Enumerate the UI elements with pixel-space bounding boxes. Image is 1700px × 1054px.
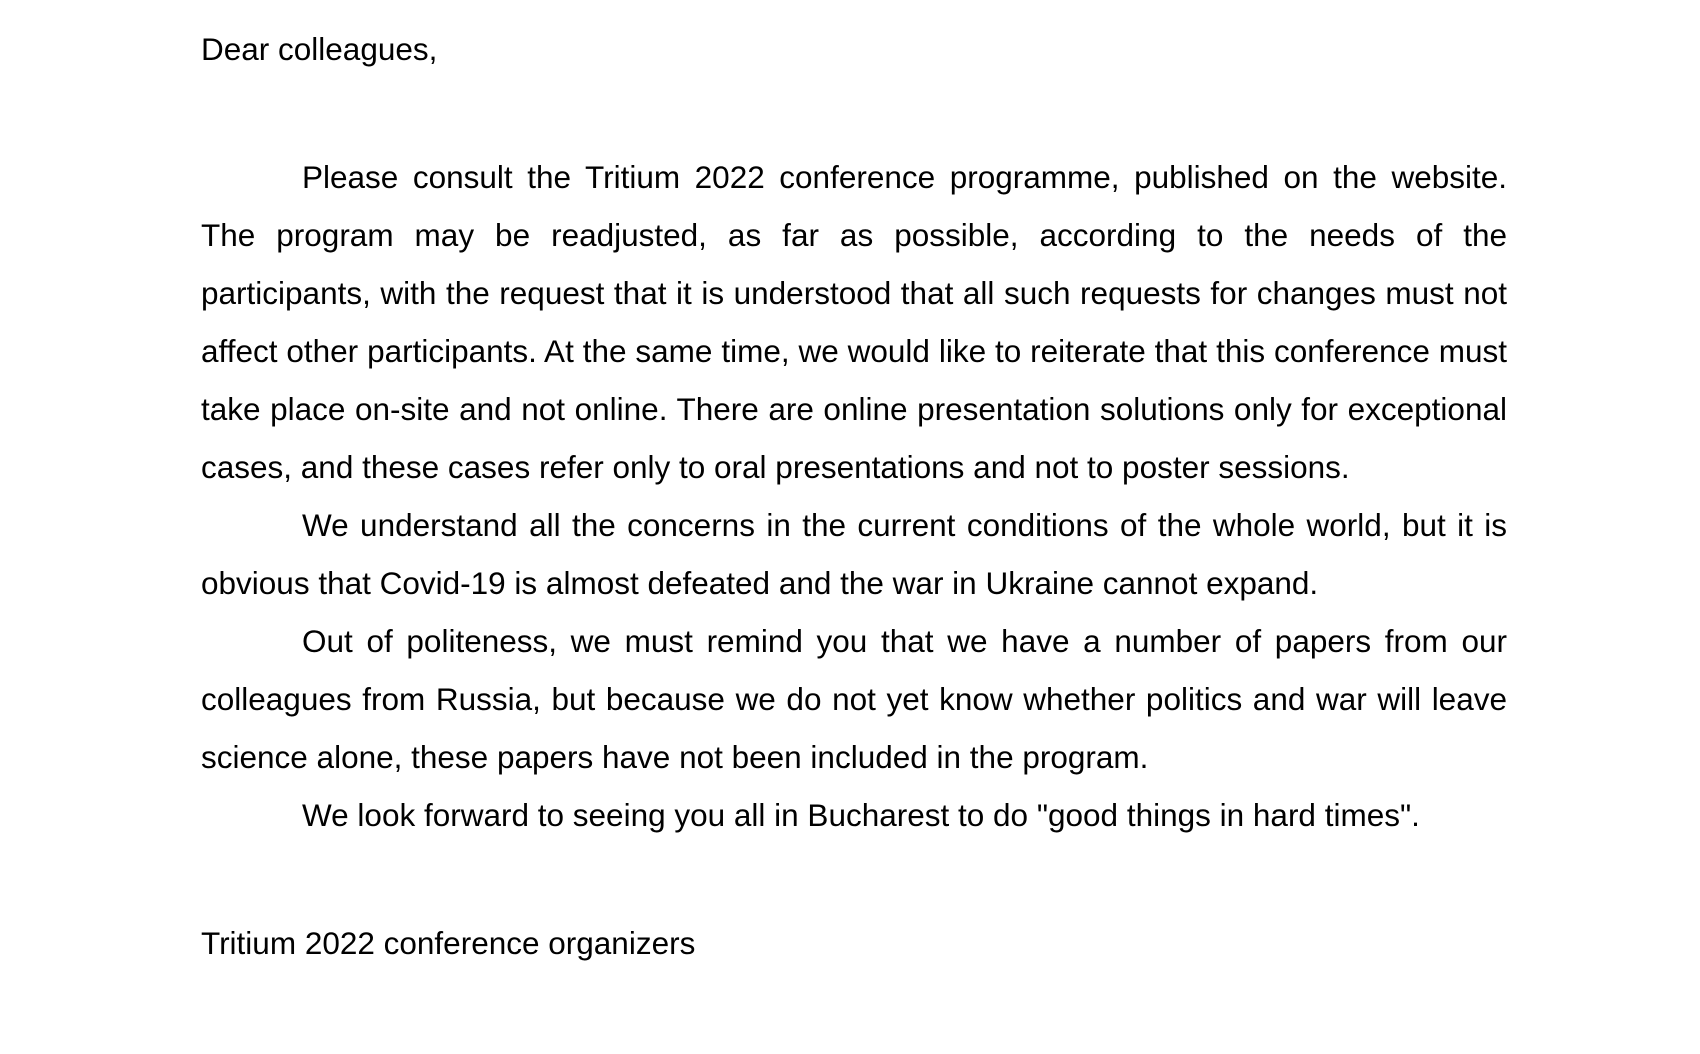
letter-body [201, 20, 1507, 972]
signature: Tritium 2022 conference organizers [201, 925, 696, 961]
salutation: Dear colleagues, [201, 31, 438, 67]
paragraph-programme: Please consult the Tritium 2022 conference programme, published on the website. The program may be readjusted, as far as possible, according to the needs of the participants, with the request that it is understood that all such requests for changes must not affect other participants. At the same time, we would like to reiterate that this conference must take place on-site and not online. There are online presentation solutions only for exceptional cases, and these cases refer only to oral presentations and not to poster sessions. [201, 159, 1507, 485]
paragraph-concerns: We understand all the concerns in the current conditions of the whole world, but it is obvious that Covid-19 is almost defeated and the war in Ukraine cannot expand. [201, 507, 1507, 601]
paragraph-russia-papers: Out of politeness, we must remind you that we have a number of papers from our colleagues from Russia, but because we do not yet know whether politics and war will leave science alone, these papers have not been included in the program. [201, 623, 1507, 775]
paragraph-closing: We look forward to seeing you all in Bucharest to do "good things in hard times". [302, 797, 1420, 833]
